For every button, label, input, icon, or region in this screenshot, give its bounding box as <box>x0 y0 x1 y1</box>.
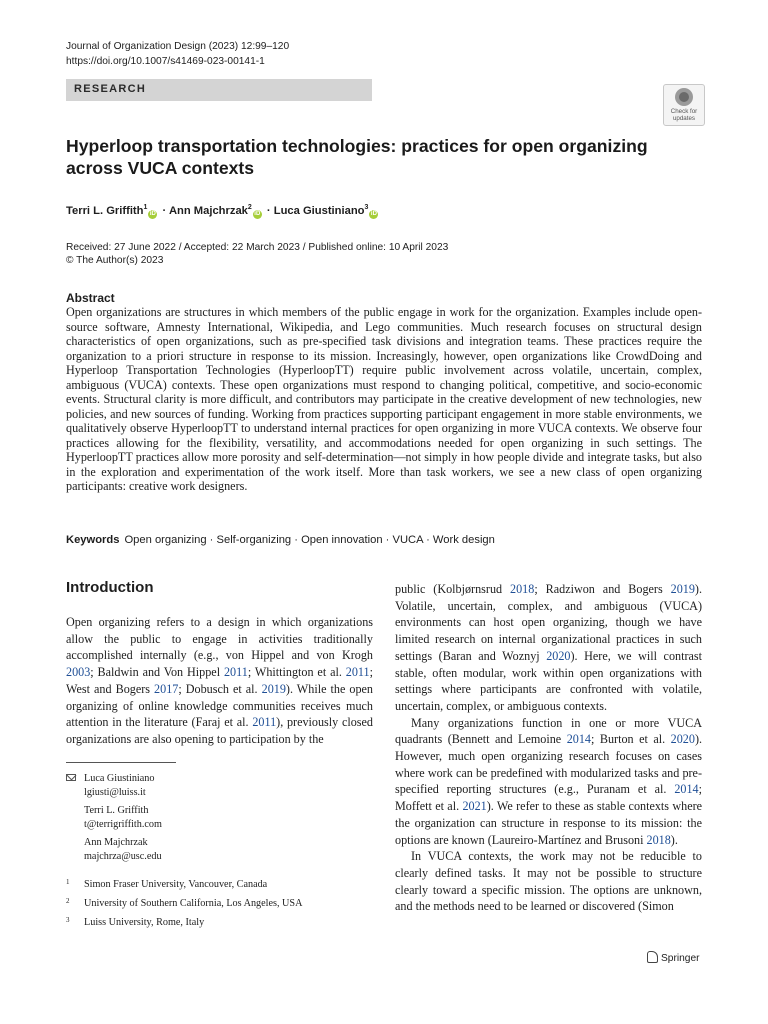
intro-paragraph <box>395 848 702 915</box>
author-affil-sup: 1 <box>143 204 148 211</box>
author-affil-sup: 2 <box>247 204 252 211</box>
body-text: ; Whittington et al. <box>247 665 346 680</box>
corresponding-author <box>84 772 154 800</box>
body-text: ). However, much open organizing research focuses on cases where work can be predefined with modularized tasks and pre-specified reporting structures (e.g., Puranam et al. <box>395 732 703 797</box>
journal-citation: Journal of Organization Design (2023) 12:99–120 <box>66 41 290 52</box>
author-name[interactable]: Ann Majchrzak <box>168 205 248 217</box>
citation-year-link[interactable]: 2011 <box>345 665 370 680</box>
body-text: ). We refer to these as stable contexts where the organization can structure in response to its mission: the options are known (Laureiro-Martínez and Brusoni <box>395 799 703 847</box>
affiliation: 3 Luiss University, Rome, Italy <box>66 916 205 928</box>
citation-year-link[interactable]: 2003 <box>66 665 91 680</box>
section-label: RESEARCH <box>74 83 147 95</box>
abstract-text: Open organizations are structures in which members of the public engage in work for the organization. Examples include open-source software, Amnesty International, Wikipedia, and Lego communities. Much research focuses on structural design characteristics of open organizations, such as pre-specified task divisions and integration teams. These practices require the organization to a priori structure in response to its mission. Increasingly, however, open organizations like CrowdDoing and Hyperloop Transportation Technologies (HyperloopTT) require public involvement across volatile, uncertain, complex, ambiguous (VUCA) contexts. These open organizations must respond to changing political, competitive, and socio-economic events. Structural clarity is more difficult, and contributors may participate in the creative development of new technologies, new policies, and new sources of funding. Working from practices supporting participant engagement in more stable environments, we qualitatively observe HyperloopTT to understand internal practices for open organizing in more VUCA contexts. We observe four practices allowing for the flexibility, versatility, and accommodations needed for open organizing in such settings. The HyperloopTT practices allow more porosity and self-determination—not simply in how people divide and integrate tasks, but also in the exploration and experimentation of the work itself. More than task workers, we see a new class of open organizing participants: creative work designers. <box>66 305 702 493</box>
history-dates: Received: 27 June 2022 / Accepted: 22 March 2023 / Published online: 10 April 2023 <box>66 242 449 253</box>
section-band <box>66 79 372 101</box>
body-text: ; West and Bogers <box>66 665 373 696</box>
co-author-email[interactable]: t@terrigriffith.com <box>84 819 162 830</box>
keywords-list: Open organizing · Self-organizing · Open innovation · VUCA · Work design <box>124 534 495 546</box>
co-author <box>84 804 162 832</box>
abstract-heading: Abstract <box>66 291 115 305</box>
body-text: In VUCA contexts, the work may not be reducible to clearly defined tasks. It may not be possible to structure clearly toward a specific mission. The options are unknown, and the methods need to be learned or discovered (Simon <box>395 849 702 914</box>
co-author-email[interactable]: majchrza@usc.edu <box>84 851 162 862</box>
footnote-rule <box>66 762 176 763</box>
introduction-heading: Introduction <box>66 579 154 596</box>
body-text: ; Baldwin and Von Hippel <box>90 665 224 680</box>
citation-year-link[interactable]: 2018 <box>646 832 671 847</box>
citation-year-link[interactable]: 2011 <box>223 665 248 680</box>
citation-year-link[interactable]: 2020 <box>670 732 695 747</box>
citation-year-link[interactable]: 2011 <box>252 715 277 730</box>
body-text: ; Radziwon and Bogers <box>534 582 671 596</box>
author-list <box>66 204 380 219</box>
author-separator: · <box>266 205 271 217</box>
citation-year-link[interactable]: 2017 <box>154 681 179 696</box>
keywords <box>66 534 495 546</box>
check-for-updates-badge[interactable] <box>663 84 705 126</box>
mail-icon <box>66 774 76 781</box>
publisher-logo <box>647 951 700 964</box>
article-title: Hyperloop transportation technologies: practices for open organizing across VUCA contexts <box>66 136 648 178</box>
corr-email[interactable]: lgiusti@luiss.it <box>84 787 146 798</box>
citation-year-link[interactable]: 2019 <box>261 681 286 696</box>
citation-year-link[interactable]: 2019 <box>670 582 695 596</box>
orcid-icon[interactable]: iD <box>370 211 377 217</box>
body-text: public (Kolbjørnsrud <box>395 582 511 596</box>
co-author <box>84 836 162 864</box>
doi-link[interactable]: https://doi.org/10.1007/s41469-023-00141-1 <box>66 56 265 67</box>
citation-year-link[interactable]: 2018 <box>510 582 535 596</box>
author-separator: · <box>162 205 167 217</box>
body-text: ). Here, we will contrast stable, often modular, work within open organizations with settings where participants are confronted with volatile, uncertain, complex, or ambiguous contexts. <box>395 648 702 713</box>
body-text: ). While the open organizing of online knowledge communities receives much attention in the literature (Faraj et al. <box>66 681 374 730</box>
author-affil-sup: 3 <box>364 204 369 211</box>
orcid-icon[interactable]: iD <box>149 211 156 217</box>
citation-year-link[interactable]: 2020 <box>546 648 571 663</box>
publication-dates <box>66 241 448 267</box>
keywords-label: Keywords <box>66 534 120 546</box>
citation-year-link[interactable]: 2021 <box>462 799 487 814</box>
body-text: ; Burton et al. <box>590 732 671 747</box>
author-name[interactable]: Luca Giustiniano <box>273 205 365 217</box>
copyright: © The Author(s) 2023 <box>66 255 164 266</box>
intro-paragraph <box>395 715 702 849</box>
co-author-name: Ann Majchrzak <box>84 837 148 848</box>
body-text: ). Volatile, uncertain, complex, and ambiguous (VUCA) environments can host open organizing, though we have limited research on internal organizational practices in such settings (Baran and Woznyj <box>395 582 702 663</box>
badge-line-1: Check for <box>670 108 698 115</box>
badge-line-2: updates <box>672 115 696 122</box>
body-text: ), previously closed organizations are also opening to participation by the <box>66 715 373 746</box>
body-text: ; Moffett et al. <box>395 782 702 814</box>
body-text: ; Dobusch et al. <box>178 681 262 696</box>
intro-paragraph <box>395 581 702 715</box>
corr-name: Luca Giustiniano <box>84 773 155 784</box>
citation-year-link[interactable]: 2014 <box>566 732 591 747</box>
author-name[interactable]: Terri L. Griffith <box>66 205 144 217</box>
co-author-name: Terri L. Griffith <box>84 805 149 816</box>
intro-column-2 <box>395 581 702 915</box>
body-text: ). <box>670 832 678 847</box>
affiliation: 1 Simon Fraser University, Vancouver, Canada <box>66 878 268 890</box>
check-updates-icon <box>675 88 693 106</box>
orcid-icon[interactable]: iD <box>254 211 261 217</box>
intro-column-1 <box>66 614 373 748</box>
citation-year-link[interactable]: 2014 <box>674 782 699 797</box>
body-text: Many organizations function in one or more VUCA quadrants (Bennett and Lemoine <box>395 715 702 747</box>
springer-horse-icon <box>647 951 658 963</box>
affiliation: 2 University of Southern California, Los Angeles, USA <box>66 897 303 909</box>
body-text: Open organizing refers to a design in which organizations allow the public to engage in activities traditionally accomplished internally (e.g., von Hippel and von Krogh <box>66 615 373 663</box>
publisher-name: Springer <box>661 953 700 964</box>
